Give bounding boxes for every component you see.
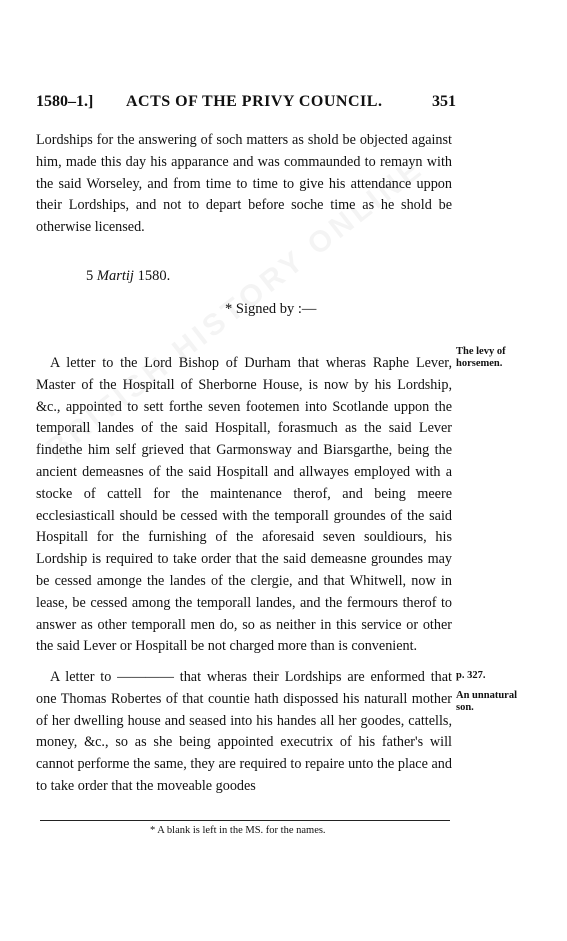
paragraph-bishop-durham: A letter to the Lord Bishop of Durham that wheras Raphe Lever, Master of the Hospitall of Sherborne House, is now by his Lordship, &c., appointed to sett forthe seven footemen into Scotlande uppon the temporall landes of the said Hospitall, forasmuch as the said Lever findethe him self grieved that Garmonsway and Biarsgarthe, being the ancient demeasnes of the said Hospitall and allwayes employed with a stocke of cattell for the maintenance therof, and being meere ecclesiasticall should be cessed with the temporall groundes of the said Hospitall for the furnishing of the aforesaid seven souldiours, his Lordship is required to take order that the said demeasne groundes may be cessed amonge the landes of the clergie, and that Whitwell, now in lease, be cessed among the temporall landes, and the fermours therof to answer as other temporall men do, so as neither in this service or other the said Lever or Hospitall be not charged more than is convenient.	[36, 355, 452, 655]
header-year: 1580–1.]	[36, 93, 94, 110]
header-title: ACTS OF THE PRIVY COUNCIL.	[126, 93, 383, 110]
margin-note-unnatural: An unnatural son.	[456, 690, 517, 713]
paragraph-thomas-robertes: A letter to ———— that wheras their Lordships are enformed that one Thomas Robertes of that countie hath dispossed his naturall mother of her dwelling house and seased into his handes all her goodes, cattells, money, &c., so as she being appointed executrix of his father's will cannot performe the same, they are required to repaire unto the place and to take order that the moveable goodes	[36, 669, 452, 794]
paragraph-continued: Lordships for the answering of soch matters as shold be objected against him, made this day his apparance and was commaunded to remayn with the said Worseley, and from time to time to give his attendance uppon their Lordships, and not to depart before soche time as he shold be otherwise licensed.	[36, 132, 452, 236]
margin-note-page-ref: p. 327.	[456, 670, 486, 681]
margin-note-levy: The levy of horsemen.	[456, 346, 506, 369]
footnote-rule	[40, 820, 450, 821]
page-number: 351	[432, 93, 456, 110]
footnote: * A blank is left in the MS. for the names.	[150, 825, 326, 836]
date-year: 1580.	[137, 268, 171, 284]
date-month: Martij	[96, 268, 134, 284]
running-header	[36, 93, 456, 115]
entry-date	[86, 268, 170, 285]
date-day: 5	[86, 268, 94, 284]
signed-by-line: * Signed by :—	[225, 301, 317, 317]
